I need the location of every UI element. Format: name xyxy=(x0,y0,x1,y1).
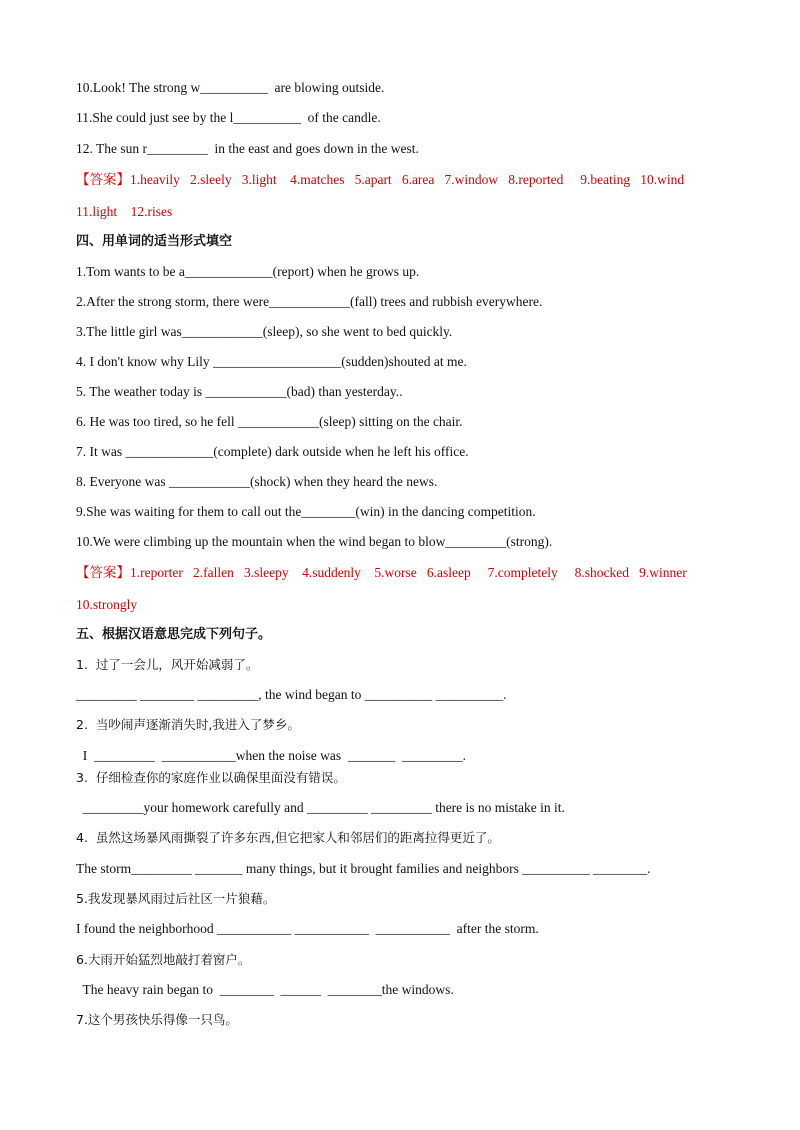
exercise-item-11: 11.She could just see by the l__________ of the candle. xyxy=(76,110,381,125)
fill-in-sentence: I found the neighborhood ___________ ___________ ___________ after the storm. xyxy=(76,921,539,936)
exercise-item: 6. He was too tired, so he fell ____________(sleep) sitting on the chair. xyxy=(76,414,463,429)
exercise-item: 8. Everyone was ____________(shock) when they heard the news. xyxy=(76,474,438,489)
chinese-prompt: 3. 仔细检查你的家庭作业以确保里面没有错误。 xyxy=(76,770,346,785)
chinese-prompt: 7.这个男孩快乐得像一只鸟。 xyxy=(76,1012,238,1027)
answer-key-section-4: 【答案】1.reporter 2.fallen 3.sleepy 4.suddenly 5.worse 6.asleep 7.completely 8.shocked 9.winner xyxy=(76,565,687,580)
fill-in-sentence: The storm_________ _______ many things, but it brought families and neighbors __________ ________. xyxy=(76,861,651,876)
fill-in-sentence: _________your homework carefully and _________ _________ there is no mistake in it. xyxy=(76,800,565,815)
chinese-prompt: 1. 过了一会儿，风开始减弱了。 xyxy=(76,657,259,672)
exercise-item: 4. I don't know why Lily ___________________(sudden)shouted at me. xyxy=(76,354,467,369)
exercise-item: 5. The weather today is ____________(bad) than yesterday.. xyxy=(76,384,403,399)
chinese-prompt: 2. 当吵闹声逐渐消失时,我进入了梦乡。 xyxy=(76,717,300,732)
fill-in-sentence: I _________ ___________when the noise was _______ _________. xyxy=(76,748,466,763)
chinese-prompt: 5.我发现暴风雨过后社区一片狼藉。 xyxy=(76,891,276,906)
exercise-item: 7. It was _____________(complete) dark outside when he left his office. xyxy=(76,444,469,459)
exercise-item-12: 12. The sun r_________ in the east and goes down in the west. xyxy=(76,141,419,156)
section-heading-5: 五、根据汉语意思完成下列句子。 xyxy=(76,627,272,642)
chinese-prompt: 6.大雨开始猛烈地敲打着窗户。 xyxy=(76,952,251,967)
exercise-item: 10.We were climbing up the mountain when the wind began to blow_________(strong). xyxy=(76,534,553,549)
answer-key-section-4-cont: 10.strongly xyxy=(76,597,138,612)
answer-key-section-3: 【答案】1.heavily 2.sleely 3.light 4.matches 5.apart 6.area 7.window 8.reported 9.beating 10.wind xyxy=(76,172,685,187)
fill-in-sentence: _________ ________ _________, the wind began to __________ __________. xyxy=(76,687,507,702)
exercise-item: 3.The little girl was____________(sleep), so she went to bed quickly. xyxy=(76,324,453,339)
chinese-prompt: 4. 虽然这场暴风雨撕裂了许多东西,但它把家人和邻居们的距离拉得更近了。 xyxy=(76,830,500,845)
section-heading-4: 四、用单词的适当形式填空 xyxy=(76,234,233,249)
fill-in-sentence: The heavy rain began to ________ ______ ________the windows. xyxy=(76,982,454,997)
exercise-item: 9.She was waiting for them to call out the________(win) in the dancing competition. xyxy=(76,504,536,519)
exercise-item-10: 10.Look! The strong w__________ are blowing outside. xyxy=(76,80,385,95)
exercise-item: 1.Tom wants to be a_____________(report) when he grows up. xyxy=(76,264,420,279)
answer-key-section-3-cont: 11.light 12.rises xyxy=(76,204,173,219)
exercise-item: 2.After the strong storm, there were____________(fall) trees and rubbish everywhere. xyxy=(76,294,543,309)
